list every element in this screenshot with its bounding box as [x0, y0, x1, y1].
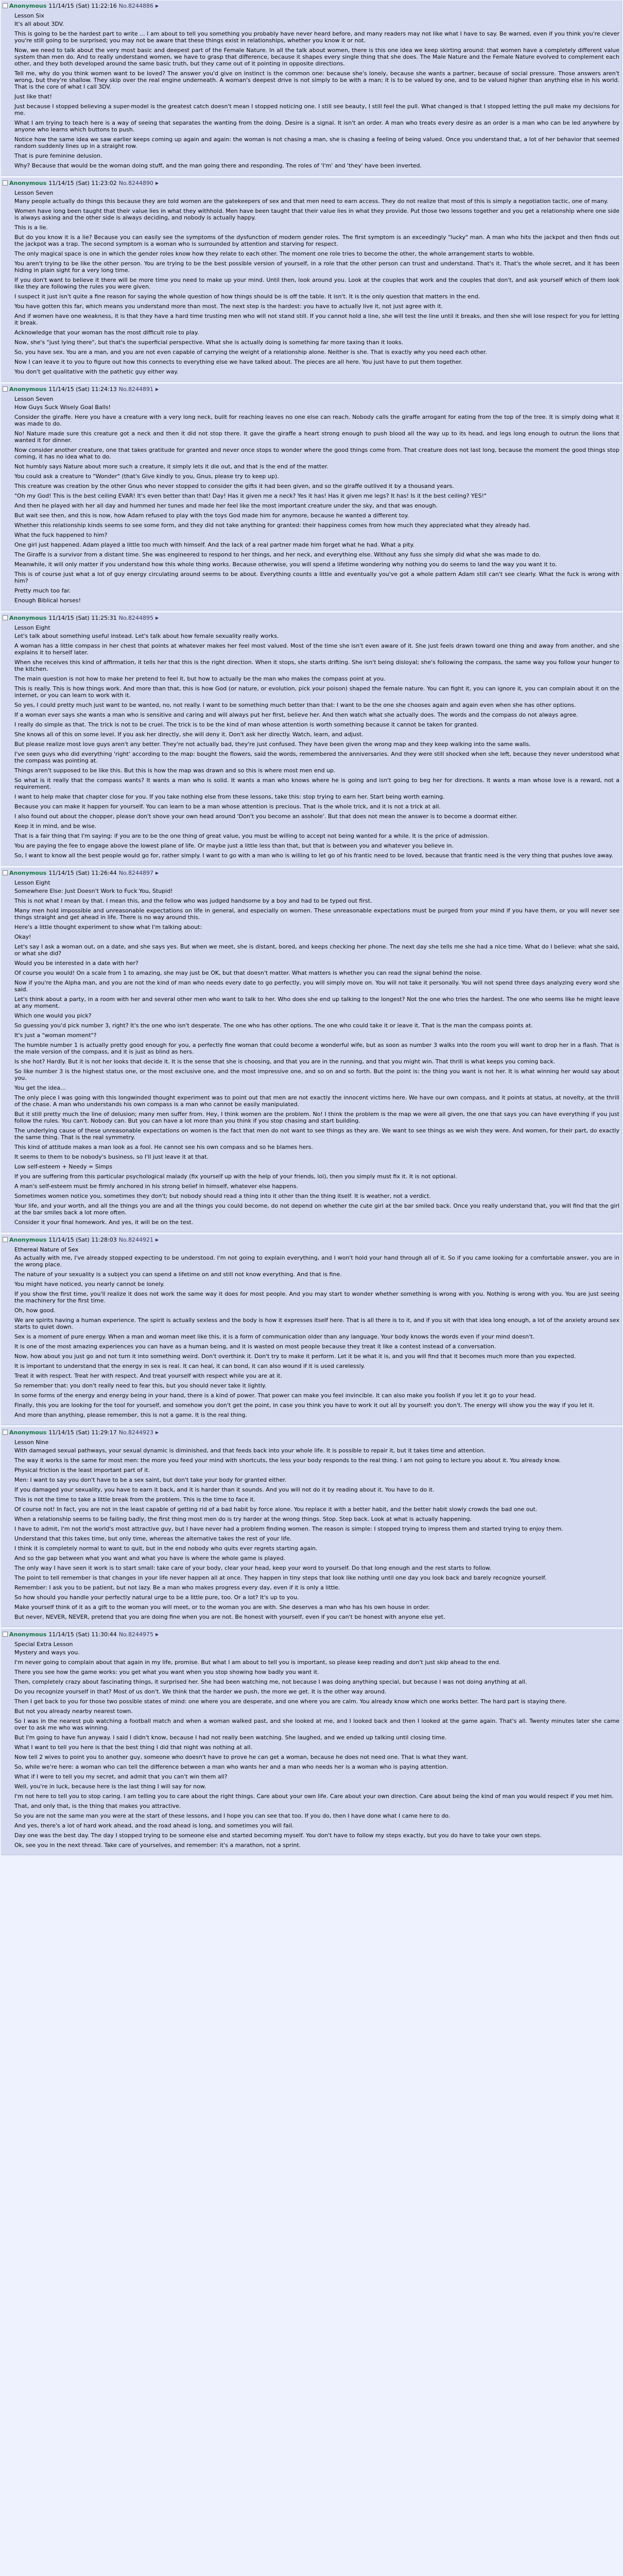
post-datetime: 11/14/15 (Sat) 11:26:44	[48, 869, 117, 876]
poster-name: Anonymous	[9, 1631, 47, 1638]
post-paragraph: The underlying cause of these unreasonable expectations on women is the fact that men do not want to see things as they are. We want to see things as we wish they were. And women, for their part, do exactly the same thing. That is the real symmetry.	[14, 1127, 619, 1141]
post-select-checkbox[interactable]	[3, 615, 8, 620]
post-paragraph: Just like that!	[14, 93, 52, 100]
post-paragraph: Which one would you pick?	[14, 1012, 92, 1019]
post-paragraph: Men: I want to say you don't have to be a sex saint, but don't take your body for granted either.	[14, 1477, 287, 1483]
post-datetime: 11/14/15 (Sat) 11:22:16	[48, 2, 117, 9]
post-paragraph: You might have noticed, you nearly cannot be lonely.	[14, 1281, 165, 1287]
post-paragraph: I think it is completely normal to want to quit, but in the end nobody who quits ever regrets starting again.	[14, 1545, 318, 1552]
post-select-checkbox[interactable]	[3, 3, 8, 8]
post-paragraph: That, and only that, is the thing that makes you attractive.	[14, 1803, 181, 1809]
post-select-checkbox[interactable]	[3, 870, 8, 875]
post-paragraph: If you damaged your sexuality, you have to earn it back, and it is harder than it sounds. And you will not do it by reading about it. You have to do it.	[14, 1486, 435, 1493]
post-paragraph: If a woman ever says she wants a man who is sensitive and caring and will always put her first, believe her. And then watch what she actually does. The words and the compass do not always agree.	[14, 711, 578, 718]
post-paragraph: A man's self-esteem must be firmly anchored in his strong belief in himself, whatever else happens.	[14, 1183, 299, 1190]
post-paragraph: Tell me, why do you think women want to be loved? The answer you'd give on instinct is the common one: because she's lonely, because she wants a partner, because of social pressure. Those answers aren't wrong, but they're shallow. They skip over the real engine underneath. A woman's deepest drive is not simply to be with a man; it is to be valued by one, and to be valued higher than anything else in his world. That is the core of what I call 3DV.	[14, 70, 619, 90]
post-number-link[interactable]: No.8244923	[118, 1429, 153, 1436]
post-paragraph: And then he played with her all day and hummed her tunes and made her feel like the most important creature under the sky, and that was enough.	[14, 502, 438, 509]
post-paragraph: But please realize most love guys aren't any better. They're not actually bad, they're just confused. They have been given the wrong map and they keep walking into the same walls.	[14, 741, 531, 748]
post-paragraph: The point to tell remember is that changes in your life never happen all at once. They happen in tiny steps that look like nothing until one day you look back and barely recognize yourself.	[14, 1574, 547, 1581]
post-title: Lesson Eight	[14, 879, 50, 886]
post-paragraph: Now I can leave it to you to figure out how this connects to everything else we have talked about. The pieces are all here. You just have to put them together.	[14, 359, 463, 365]
post-info	[1, 1427, 621, 1437]
post-paragraph: So what is it really that the compass wants? It wants a man who is solid. It wants a man who knows where he is going and isn't going to beg her for directions. It wants a man whose love is a reward, not a requirement.	[14, 777, 619, 790]
post-select-checkbox[interactable]	[3, 1632, 8, 1637]
post-paragraph: Now, we need to talk about the very most basic and deepest part of the Female Nature. In all the talk about women, there is this one idea we keep skirting around: that women have a completely different value system than men do. And to really understand women, we have to grasp that difference, because it shapes every single thing that she does. The Male Nature and the Female Nature evolved to complement each other, and they both developed around the same basic truth, but they came out of it pointing in opposite directions.	[14, 47, 619, 67]
post-paragraph: Let's talk about something useful instead. Let's talk about how female sexuality really works.	[14, 633, 279, 639]
post-paragraph: Now tell 2 wives to point you to another guy, someone who doesn't have to prove he can get a woman, because he does not need one. That is what they want.	[14, 1754, 468, 1760]
post-info	[1, 868, 621, 877]
post-body	[1, 10, 621, 175]
post-paragraph: You could ask a creature to "Wonder" (that's Give kindly to you, Gnus, please try to keep up).	[14, 473, 279, 480]
post-paragraph: One girl just happened. Adam played a little too much with himself. And the lack of a real partner made him forget what he had. What a pity.	[14, 541, 415, 548]
poster-name: Anonymous	[9, 385, 47, 393]
post-info	[1, 178, 621, 188]
post-title: Special Extra Lesson	[14, 1641, 73, 1648]
post-paragraph: She knows all of this on some level. If you ask her directly, she will deny it. Don't ask her directly. Watch, learn, and adjust.	[14, 731, 364, 738]
post-paragraph: Why? Because that would be the woman doing stuff, and the man going there and responding. The roles of 'I'm' and 'they' have been inverted.	[14, 162, 422, 169]
post-paragraph: And more than anything, please remember, this is not a game. It is the real thing.	[14, 1412, 247, 1418]
post-paragraph: That is pure feminine delusion.	[14, 152, 102, 159]
post-paragraph: Now, how about you just go and not turn it into something weird. Don't overthink it. Don't try to make it perform. Let it be what it is, and you will find that it becomes much more than you expected.	[14, 1353, 576, 1360]
post-paragraph: And if women have one weakness, it is that they have a hard time trusting men who will not stand still. If you cannot hold a line, she will test the line until it breaks, and then she will lose respect for you for letting it break.	[14, 313, 619, 326]
post-paragraph: Finally, this you are looking for the tool for yourself, and somehow you don't get the point, in case you think you have to work it out all by yourself: you don't. The energy will show you the way if you let it.	[14, 1402, 595, 1409]
poster-name: Anonymous	[9, 869, 47, 876]
post-paragraph: So, while we're here: a woman who can tell the difference between a man who wants her and a man who needs her is a woman who is paying attention.	[14, 1764, 448, 1770]
post-datetime: 11/14/15 (Sat) 11:25:31	[48, 614, 117, 621]
post-number-link[interactable]: No.8244891	[118, 385, 153, 393]
post-paragraph: When she receives this kind of affirmation, it tells her that this is the right direction. When it stops, she starts drifting. She isn't being disloyal; she's following the compass, the same way you follow your hunger to the kitchen.	[14, 659, 619, 672]
post-paragraph: Make yourself think of it as a gift to the woman you will meet, or to the woman you are with. She deserves a man who has his own house in order.	[14, 1604, 430, 1611]
reply-post	[1, 1629, 622, 1855]
post-title: Lesson Nine	[14, 1439, 49, 1446]
post-paragraph: The only way I have seen it work is to start small: take care of your body, clear your head, keep your word to yourself. Do that long enough and the rest starts to follow.	[14, 1565, 492, 1571]
post-info	[1, 1, 621, 10]
post-paragraph: Acknowledge that your woman has the most difficult role to play.	[14, 329, 199, 336]
post-paragraph: So how should you handle your perfectly natural urge to be a little pure, too. Or a lot? It's up to you.	[14, 1594, 299, 1601]
post-paragraph: You don't get qualitative with the pathetic guy either way.	[14, 368, 179, 375]
reply-post	[1, 1, 622, 176]
post-paragraph: Consider it your final homework. And yes, it will be on the test.	[14, 1219, 194, 1226]
post-paragraph: "Oh my God! This is the best ceiling EVAR! It's even better than that! Day! Has it given me a neck? Yes it has! Has it given me legs? It has! Is it the best ceiling? YES!"	[14, 493, 487, 499]
post-paragraph: You get the idea...	[14, 1084, 66, 1091]
post-paragraph: The only piece I was going with this longwinded thought experiment was to point out that men are not exactly the innocent victims here. We have our own compass, and it points at status, at novelty, at the thrill of the chase. A man who understands his own compass is a man who cannot be easily manipulated.	[14, 1094, 619, 1108]
post-paragraph: This is going to be the hardest part to write ... I am about to tell you something you probably have never heard before, and many readers may not like what I have to say. Be warned, even if you think you're clever you're still going to be surprised; you may not be aware that these things exist in relationships, whether you know it or not.	[14, 30, 619, 44]
post-paragraph: It's just a "woman moment"?	[14, 1032, 97, 1039]
post-paragraph: Do you recognize yourself in that? Most of us don't. We think that the harder we push, the more we get. It is the other way around.	[14, 1688, 387, 1695]
post-paragraph: Whether this relationship kinds seems to see some form, and they did not take anything for granted: their happiness comes from how much they appreciated what they already had.	[14, 522, 531, 529]
post-paragraph: This is a lie.	[14, 224, 48, 231]
post-paragraph: And so the gap between what you want and what you have is where the whole game is played.	[14, 1555, 286, 1562]
post-paragraph: Somewhere Else: Just Doesn't Work to Fuck You, Stupid!	[14, 888, 173, 894]
post-paragraph: Keep it in mind, and be wise.	[14, 823, 97, 829]
post-paragraph: So yes, I could pretty much just want to be wanted, no, not really. I want to be something much better than that: I want to be the one she chooses again and again even when she has other options.	[14, 702, 576, 708]
post-paragraph: Many people actually do things this because they are told women are the gatekeepers of sex and that men need to earn access. They do not realize that most of this is simply a negotiation tactic, one of many.	[14, 198, 609, 205]
post-paragraph: As actually with me, I've already stopped expecting to be understood. I'm not going to explain everything, and I won't hold your hand through all of it. So if you came looking for a comfortable answer, you are in the wrong place.	[14, 1255, 619, 1268]
post-paragraph: We are spirits having a human experience. The spirit is actually sexless and the body is how it expresses itself here. That is all there is to it, and if you sit with that idea long enough, a lot of the anxiety around sex starts to quiet down.	[14, 1317, 619, 1330]
poster-name: Anonymous	[9, 179, 47, 187]
post-paragraph: What the fuck happened to him?	[14, 532, 108, 538]
post-paragraph: Of course not! In fact, you are not in the least capable of getting rid of a bad habit by force alone. You replace it with a better habit, and the better habit slowly crowds the bad one out.	[14, 1506, 538, 1513]
post-paragraph: But not you already nearby nearest town.	[14, 1708, 133, 1715]
post-paragraph: In some forms of the energy and energy being in your hand, there is a kind of power. That power can make you feel invincible. It can also make you foolish if you let it go to your head.	[14, 1392, 536, 1399]
post-datetime: 11/14/15 (Sat) 11:29:17	[48, 1429, 117, 1436]
post-paragraph: You are paying the fee to engage above the lowest plane of life. Or maybe just a little less than that, but that is between you and whatever you believe in.	[14, 842, 454, 849]
post-paragraph: So like number 3 is the highest status one, or the most exclusive one, and the most impressive one, and so on and so forth. But the point is: the thing you want is not her. It is what winning her would say about you.	[14, 1068, 619, 1081]
post-paragraph: This creature was creation by the other Gnus who never stopped to consider the gifts it had been given, and so the giraffe outlived it by a thousand years.	[14, 483, 454, 489]
post-paragraph: Then I get back to you for those two possible states of mind: one where you are desperate, and one where you are calm. You already know which one works better. The hard part is staying there.	[14, 1698, 567, 1705]
post-paragraph: Low self-esteem + Needy = Simps	[14, 1163, 113, 1170]
post-paragraph: What I am trying to teach here is a way of seeing that separates the wanting from the doing. Desire is a signal. It isn't an order. A man who treats every desire as an order is a man who can be led anywhere by anyone who learns which buttons to push.	[14, 120, 619, 133]
post-paragraph: If you don't want to believe it there will be more time you need to make up your mind. Until then, look around you. Look at the couples that work and the couples that don't, and ask yourself which of them look like they are following the rules you were given.	[14, 277, 619, 290]
post-number-link[interactable]: No.8244921	[118, 1236, 153, 1243]
post-menu-arrow-icon[interactable]: ▶	[155, 615, 159, 620]
post-paragraph: Remember: I ask you to be patient, but not lazy. Be a man who makes progress every day, even if it is only a little.	[14, 1584, 340, 1591]
post-paragraph: Well, you're in luck, because here is the last thing I will say for now.	[14, 1783, 206, 1790]
post-paragraph: The humble number 1 is actually pretty good enough for you, a perfectly fine woman that could become a wonderful wife, but as soon as number 3 walks into the room you will want to drop her in a flash. That is the male version of the compass, and it is just as blind as hers.	[14, 1042, 619, 1055]
post-paragraph: So remember that: you don't really need to fear this, but you should never take it lightly.	[14, 1382, 267, 1389]
post-paragraph: Now consider another creature, one that takes gratitude for granted and never once stops to wonder where the good things come from. That creature does not last long, because the moment the good things stop coming, it has no idea what to do.	[14, 447, 619, 460]
post-paragraph: Enough Biblical horses!	[14, 597, 81, 604]
post-info	[1, 1234, 621, 1244]
post-paragraph: But never, NEVER, NEVER, pretend that you are doing fine when you are not. Be honest with yourself, even if you can't be honest with anyone else yet.	[14, 1614, 445, 1620]
post-title: Lesson Six	[14, 12, 44, 19]
reply-post	[1, 613, 622, 866]
post-select-checkbox[interactable]	[3, 1430, 8, 1435]
post-menu-arrow-icon[interactable]: ▶	[155, 3, 159, 8]
post-paragraph: But wait see then, and this is now, how Adam refused to play with the toys God made him for anymore, because he wanted a different toy.	[14, 512, 409, 519]
post-paragraph: And yes, there's a lot of hard work ahead, and the road ahead is long, and sometimes you will fail.	[14, 1822, 294, 1829]
poster-name: Anonymous	[9, 614, 47, 621]
post-paragraph: I suspect it just isn't quite a fine reason for saying the whole question of how things should be is off the table. It isn't. It is the only question that matters in the end.	[14, 293, 480, 300]
post-title: Lesson Seven	[14, 190, 54, 196]
post-paragraph: If you are suffering from this particular psychological malady (fix yourself up with the help of your friends, lol), then you simply must fix it. It is not optional.	[14, 1173, 457, 1180]
post-paragraph: Would you be interested in a date with her?	[14, 960, 139, 967]
post-paragraph: So, you have sex. You are a man, and you are not even capable of carrying the weight of a relationship alone. Neither is she. That is exactly why you need each other.	[14, 349, 487, 355]
post-body	[1, 1244, 621, 1425]
post-paragraph: Let's say I ask a woman out, on a date, and she says yes. But when we meet, she is distant, bored, and keeps checking her phone. The next day she tells me she had a nice time. What do I believe: what she said, or what she did?	[14, 943, 619, 957]
post-paragraph: Physical friction is the least important part of it.	[14, 1467, 150, 1473]
post-paragraph: But it still pretty much the line of delusion; many men suffer from. Hey, I think women are the problem. No! I think the problem is the map we were all given, the one that says you can have everything if you just follow the rules. You can't. Nobody can. But you can have a lot more than you think if you stop chasing and start building.	[14, 1111, 619, 1124]
post-paragraph: Day one was the best day. The day I stopped trying to be someone else and started becoming myself. You don't have to follow my steps exactly, but you do have to take your own steps.	[14, 1832, 542, 1839]
post-paragraph: So, I want to know all the best people would go for, rather simply. I want to go with a man who is willing to let go of his frantic need to be loved, because that frantic need is the very thing that pushes love away.	[14, 852, 613, 859]
post-title: Lesson Eight	[14, 624, 50, 631]
post-paragraph: Pretty much too far.	[14, 587, 71, 594]
post-paragraph: I really do simple as that. The trick is not to be cruel. The trick is to be the kind of man whose attention is worth something because it cannot be taken for granted.	[14, 721, 478, 728]
post-paragraph: Okay!	[14, 934, 31, 940]
post-info	[1, 384, 621, 394]
post-paragraph: You aren't trying to be like the other person. You are trying to be the best possible version of yourself, in a role that the other person can trust and understand. That's it. That's the whole secret, and it has been hiding in plain sight for a very long time.	[14, 260, 619, 274]
post-paragraph: But I'm going to have fun anyway. I said I didn't know, because I had not really been watching. She laughed, and we ended up talking until closing time.	[14, 1734, 447, 1741]
post-paragraph: I want to help make that chapter close for you. If you take nothing else from these lessons, take this: stop trying to earn her. Start being worth earning.	[14, 793, 445, 800]
post-paragraph: Oh, how good.	[14, 1307, 56, 1314]
poster-name: Anonymous	[9, 1236, 47, 1243]
post-menu-arrow-icon[interactable]: ▶	[155, 386, 159, 392]
post-menu-arrow-icon[interactable]: ▶	[155, 1237, 159, 1242]
post-number-link[interactable]: No.8244897	[118, 869, 153, 876]
poster-name: Anonymous	[9, 1429, 47, 1436]
post-paragraph: The only magical space is one in which the gender roles know how they relate to each other. The moment one role tries to become the other, the whole arrangement starts to wobble.	[14, 250, 534, 257]
post-paragraph: But do you know it is a lie? Because you can easily see the symptoms of the dysfunction of modern gender roles. The first symptom is an exceedingly "lucky" man. A man who hits the jackpot and then finds out the jackpot was a trap. The second symptom is a woman who is surrounded by attention and starving for respect.	[14, 234, 619, 247]
post-paragraph: Treat it with respect. Treat her with respect. And treat yourself with respect while you are at it.	[14, 1372, 282, 1379]
post-paragraph: Because you can make it happen for yourself. You can learn to be a man whose attention is precious. That is the whole trick, and it is not a trick at all.	[14, 803, 441, 810]
post-paragraph: Women have long been taught that their value lies in what they withhold. Men have been taught that their value lies in what they provide. Put those two lessons together and you get a relationship where one side is always asking and the other side is always deciding, and nobody is actually happy.	[14, 208, 619, 221]
post-paragraph: Sex is a moment of pure energy. When a man and woman meet like this, it is a form of communication older than any language. Your body knows the words even if your mind doesn't.	[14, 1333, 535, 1340]
post-paragraph: I have to admit, I'm not the world's most attractive guy, but I have never had a problem finding women. The reason is simple: I stopped trying to impress them and started trying to enjoy them.	[14, 1526, 563, 1532]
post-paragraph: Understand that this takes time, but only time, whereas the alternative takes the rest of your life.	[14, 1535, 292, 1542]
post-paragraph: I've seen guys who did everything 'right' according to the map: bought the flowers, said the words, remembered the anniversaries. And they were still shocked when she left, because they never understood what the compass was pointing at.	[14, 751, 619, 764]
post-paragraph: Is she hot? Hardly. But it is not her looks that decide it. It is the sense that she is choosing, and that you are in the running, and that you might win. That thrill is what keeps you coming back.	[14, 1058, 556, 1065]
post-paragraph: The main question is not how to make her pretend to feel it, but how to actually be the man who makes the compass point at you.	[14, 675, 386, 682]
post-body	[1, 1437, 621, 1626]
post-paragraph: Of course you would! On a scale from 1 to amazing, she may just be OK, but that doesn't matter. What matters is whether you can read the signal behind the noise.	[14, 970, 482, 976]
post-paragraph: Not humbly says Nature about more such a creature, it simply lets it die out, and that is the end of the matter.	[14, 463, 328, 470]
post-menu-arrow-icon[interactable]: ▶	[155, 870, 159, 875]
post-paragraph: Consider the giraffe. Here you have a creature with a very long neck, built for reaching leaves no one else can reach. Nobody calls the giraffe arrogant for eating from the top of the tree. It is simply doing what it was made to do.	[14, 414, 619, 427]
post-paragraph: Let's think about a party, in a room with her and several other men who want to talk to her. Who does she end up talking to the longest? Not the one who tries the hardest. The one who seems like he might leave at any moment.	[14, 996, 619, 1009]
post-body	[1, 1639, 621, 1855]
post-paragraph: This is really. This is how things work. And more than that, this is how God (or nature, or evolution, pick your poison) shaped the female nature. You can fight it, you can ignore it, you can complain about it on the internet, or you can learn to work with it.	[14, 685, 619, 699]
post-paragraph: So I was in the nearest pub watching a football match and when a woman walked past, and she looked at me, and I looked back and then I looked at the game again. That's all. Twenty minutes later she came over to ask me who was winning.	[14, 1718, 619, 1731]
post-menu-arrow-icon[interactable]: ▶	[155, 180, 159, 185]
post-paragraph: I'm not here to tell you to stop caring. I am telling you to care about the right things. Care about your own life. Care about your own direction. Care about being the kind of man you would respect if you met him.	[14, 1793, 614, 1800]
post-paragraph: What I want to tell you here is that the best thing I did that night was nothing at all.	[14, 1744, 252, 1751]
post-number-link[interactable]: No.8244975	[118, 1631, 153, 1638]
post-paragraph: This is not what I mean by that. I mean this, and the fellow who was judged handsome by a boy and had to be typed out first.	[14, 897, 372, 904]
post-number-link[interactable]: No.8244895	[118, 614, 153, 621]
post-title: Lesson Seven	[14, 396, 54, 402]
post-body	[1, 622, 621, 865]
post-paragraph: Now if you're the Alpha man, and you are not the kind of man who needs every date to go perfectly, you will simply move on. You will not take it personally. You will not spend three days analyzing every word she said.	[14, 979, 619, 993]
post-paragraph: So you are not the same man you were at the start of these lessons, and I hope you can see that too. If you do, then I have done what I came here to do.	[14, 1812, 451, 1819]
post-paragraph: This kind of attitude makes a man look as a fool. He cannot see his own compass and so he blames hers.	[14, 1144, 314, 1150]
post-paragraph: The way it works is the same for most men: the more you feed your mind with shortcuts, the less your body responds to the real thing. I am not going to lecture you about it. You already know.	[14, 1457, 561, 1464]
post-paragraph: Now, she's "just lying there", but that's the superficial perspective. What she is actually doing is something far more taxing than it looks.	[14, 339, 404, 346]
post-paragraph: Just because I stopped believing a super-model is the greatest catch doesn't mean I stopped noticing one. I still see beauty, I still feel the pull. What changed is that I stopped letting the pull make my decisions for me.	[14, 103, 619, 116]
post-info	[1, 613, 621, 622]
reply-post	[1, 1427, 622, 1627]
post-datetime: 11/14/15 (Sat) 11:23:02	[48, 179, 117, 187]
post-title: Ethereal Nature of Sex	[14, 1246, 79, 1253]
post-paragraph: What if I were to tell you my secret, and admit that you can't win them all?	[14, 1773, 228, 1780]
post-paragraph: It is important to understand that the energy in sex is real. It can heal, it can bond, it can also wound if it is used carelessly.	[14, 1363, 366, 1369]
post-datetime: 11/14/15 (Sat) 11:24:13	[48, 385, 117, 393]
post-paragraph: That is a fair thing that I'm saying: if you are to be the one thing of great value, you must be willing to accept not being wanted for a while. It is the price of admission.	[14, 833, 489, 839]
post-menu-arrow-icon[interactable]: ▶	[155, 1632, 159, 1637]
post-paragraph: It's all about 3DV.	[14, 21, 64, 27]
post-paragraph: This is not the time to take a little break from the problem. This is the time to face it.	[14, 1496, 256, 1503]
post-paragraph: Ok, see you in the next thread. Take care of yourselves, and remember: it's a marathon, not a sprint.	[14, 1842, 301, 1849]
post-paragraph: Things aren't supposed to be like this. But this is how the map was drawn and so this is where most men end up.	[14, 767, 336, 774]
post-paragraph: I'm never going to complain about that again in my life, promise. But what I am about to tell you is important, so please keep reading and don't just skip ahead to the end.	[14, 1659, 501, 1666]
post-paragraph: Many men hold impossible and unreasonable expectations on life in general, and especially on women. These unreasonable expectations must be purged from your mind if you have them, or you will never see things straight and get ahead in life. There is no way around this.	[14, 907, 619, 921]
post-paragraph: I also found out about the chopper, please don't shove your own head around 'Don't you become an asshole'. But that does not mean the answer is to become a doormat either.	[14, 813, 518, 820]
poster-name: Anonymous	[9, 2, 47, 9]
post-select-checkbox[interactable]	[3, 1237, 8, 1242]
post-paragraph: If you show the first time, you'll realize it does not work the same way it does for most people. And you may start to wonder whether something is wrong with you. Nothing is wrong with you. You are just seeing the machinery for the first time.	[14, 1291, 619, 1304]
post-number-link[interactable]: No.8244886	[118, 2, 153, 9]
post-paragraph: How Guys Suck Wisely Goal Balls!	[14, 404, 111, 411]
post-paragraph: It is one of the most amazing experiences you can have as a human being, and it is wasted on most people because they treat it like a contest instead of a conversation.	[14, 1343, 496, 1350]
post-paragraph: A woman has a little compass in her chest that points at whatever makes her feel most valued. Most of the time she isn't even aware of it. She just feels drawn toward one thing and away from another, and she explains it to herself later.	[14, 642, 619, 656]
post-paragraph: The nature of your sexuality is a subject you can spend a lifetime on and still not know everything. And that is fine.	[14, 1271, 342, 1278]
post-paragraph: Sometimes women notice you, sometimes they don't; but nobody should read a thing into it other than the thing itself. It is weather, not a verdict.	[14, 1193, 431, 1199]
post-paragraph: With damaged sexual pathways, your sexual dynamic is diminished, and that feeds back into your whole life. It is possible to repair it, but it takes time and attention.	[14, 1447, 486, 1454]
reply-post	[1, 384, 622, 611]
post-menu-arrow-icon[interactable]: ▶	[155, 1430, 159, 1435]
post-paragraph: Notice how the same idea we saw earlier keeps coming up again and again: the woman is not chasing a man, she is chasing a feeling of being valued. Once you understand that, a lot of her behavior that seemed random suddenly lines up in a straight row.	[14, 136, 619, 149]
post-paragraph: Here's a little thought experiment to show what I'm talking about:	[14, 924, 202, 930]
post-select-checkbox[interactable]	[3, 386, 8, 392]
post-datetime: 11/14/15 (Sat) 11:30:44	[48, 1631, 117, 1638]
post-paragraph: This is of course just what a lot of guy energy circulating around seems to be about. Everything counts a little and eventually you've got a whole pattern Adam still can't see clearly. What the fuck is wrong with him?	[14, 571, 619, 584]
post-paragraph: No! Nature made sure this creature got a neck and then it did not stop there. It gave the giraffe a heart strong enough to push blood all the way up to its head, and legs long enough to outrun the lions that wanted it for dinner.	[14, 430, 619, 444]
post-select-checkbox[interactable]	[3, 180, 8, 185]
post-paragraph: So guessing you'd pick number 3, right? It's the one who isn't desperate. The one who has other options. The one who could take it or leave it. That is the man the compass points at.	[14, 1022, 533, 1029]
post-paragraph: Your life, and your worth, and all the things you are and all the things you could become, do not depend on whether the cute girl at the bar smiled back. Once you really understand that, you will find that the girl at the bar smiles back a lot more often.	[14, 1202, 619, 1216]
post-paragraph: Mystery and ways you.	[14, 1649, 80, 1656]
post-body	[1, 188, 621, 381]
post-body	[1, 877, 621, 1232]
post-datetime: 11/14/15 (Sat) 11:28:03	[48, 1236, 117, 1243]
post-paragraph: When a relationship seems to be failing badly, the first thing most men do is try harder at the wrong things. Stop. Step back. Look at what is actually happening.	[14, 1516, 472, 1522]
reply-post	[1, 178, 622, 382]
post-paragraph: You have gotten this far, which means you understand more than most. The next step is the hardest: you have to actually live it, not just agree with it.	[14, 303, 443, 310]
post-info	[1, 1629, 621, 1639]
post-paragraph: Meanwhile, it will only matter if you understand how this whole thing works. Because otherwise, you will spend a lifetime wondering why nothing you do seems to land the way you want it to.	[14, 561, 557, 568]
reply-post	[1, 1234, 622, 1425]
reply-post	[1, 868, 622, 1232]
post-paragraph: It seems to them to be nobody's business, so I'll just leave it at that.	[14, 1154, 209, 1160]
post-body	[1, 394, 621, 610]
post-paragraph: The Giraffe is a survivor from a distant time. She was engineered to respond to her things, and her neck, and everything else. Without any fuss she simply did what she was made to do.	[14, 551, 541, 558]
post-paragraph: There you see how the game works: you get what you want when you stop showing how badly you want it.	[14, 1669, 319, 1675]
post-paragraph: Then, completely crazy about fascinating things, it surprised her. She had been watching me, not because I was doing anything special, but because I was not doing anything at all.	[14, 1679, 527, 1685]
post-number-link[interactable]: No.8244890	[118, 179, 153, 187]
